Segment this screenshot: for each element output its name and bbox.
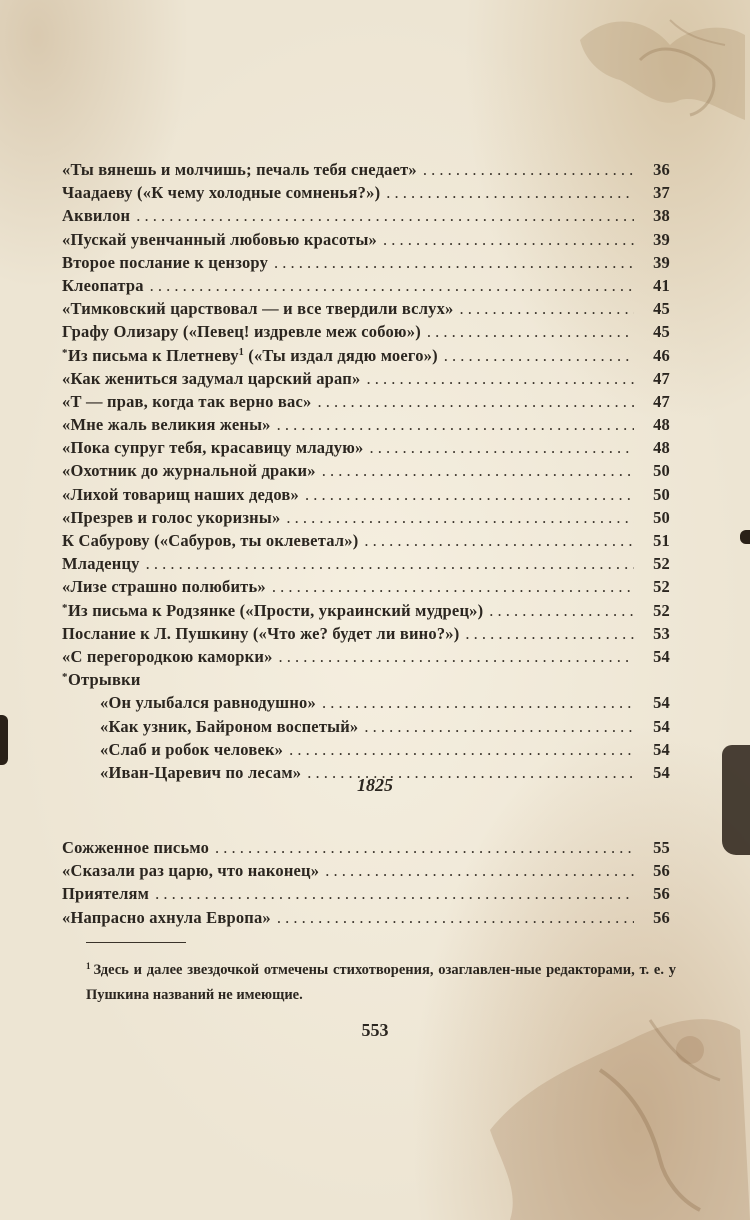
- dot-leader: [325, 861, 634, 881]
- angel-illustration-top: [520, 0, 750, 150]
- toc-entry-title: [68, 601, 483, 621]
- toc-entry: [62, 461, 670, 484]
- page-edge-mark-left: [0, 715, 8, 765]
- toc-entry: [62, 485, 670, 508]
- toc-entry-title: [62, 884, 149, 904]
- toc-entry-title-text: Приятелям: [62, 884, 150, 904]
- toc-entry: [62, 230, 670, 253]
- toc-entry-page: 56: [653, 884, 670, 904]
- asterisk-marker: *: [62, 601, 68, 614]
- page-edge-mark-right: [722, 745, 750, 855]
- toc-entry-title: [62, 230, 377, 250]
- toc-entry-title: [62, 531, 358, 551]
- toc-entry-title: [62, 392, 311, 412]
- toc-entry-title: [100, 717, 358, 737]
- toc-entry: [62, 531, 670, 554]
- footnote: [86, 958, 676, 1007]
- toc-entry-page: 56: [653, 907, 670, 927]
- toc-entry-title-rest: («Ты издал дядю моего»): [243, 345, 438, 365]
- dot-leader: [289, 740, 634, 760]
- toc-entry-title-text: «Тимковский царствовал — и все твердили вслух»: [62, 299, 454, 319]
- toc-entry-page: 41: [653, 275, 670, 295]
- toc-entry: [62, 346, 670, 369]
- toc-entry-title: [62, 322, 421, 342]
- footnote-text: Здесь и далее звездочкой отмечены стихотворения, озаглавлен-ные редакторами, т. е. у Пушкина названий не имеющие.: [86, 962, 676, 1003]
- toc-entry: [62, 554, 670, 577]
- dot-leader: [274, 253, 634, 273]
- toc-entry-page: 38: [653, 206, 670, 226]
- dot-leader: [427, 322, 634, 342]
- dot-leader: [277, 908, 634, 928]
- toc-entry-page: 50: [653, 461, 670, 481]
- toc-entry-page: 54: [653, 646, 670, 666]
- dot-leader: [383, 230, 634, 250]
- footnote-marker: 1: [86, 961, 91, 971]
- toc-entry: [62, 206, 670, 229]
- dot-leader: [272, 577, 634, 597]
- toc-entry-title: [68, 346, 438, 366]
- toc-entry: [62, 253, 670, 276]
- toc-entry-title: [62, 415, 271, 435]
- toc-entry: [62, 601, 670, 624]
- toc-entry: [62, 884, 670, 907]
- toc-entry-page: 51: [653, 531, 670, 550]
- toc-entry-page: 53: [653, 623, 670, 643]
- page-edge-mark-right-small: [740, 530, 750, 544]
- toc-entry: [62, 415, 670, 438]
- toc-entry: [62, 693, 670, 716]
- toc-entry: [62, 322, 670, 345]
- toc-entry-page: 48: [653, 415, 670, 435]
- table-of-contents: [62, 160, 670, 786]
- toc-entry-title-text: Послание к Л. Пушкину («Что же? будет ли вино?»): [62, 623, 460, 643]
- angel-illustration-bottom: [450, 980, 750, 1220]
- toc-entry-page: 36: [653, 160, 670, 179]
- toc-entry-title-text: Из письма к Родзянке («Прости, украинский мудрец»): [68, 600, 484, 620]
- toc-entry-title: [62, 160, 417, 180]
- toc-entry-title: [62, 838, 209, 858]
- dot-leader: [370, 438, 634, 458]
- dot-leader: [423, 160, 634, 180]
- toc-entry-page: 50: [653, 507, 670, 527]
- toc-entry-title: [62, 508, 280, 528]
- toc-entry-page: 52: [653, 554, 670, 574]
- toc-entry-title-text: «Пускай увенчанный любовью красоты»: [62, 229, 377, 249]
- toc-entry-title: [62, 299, 454, 319]
- dot-leader: [215, 838, 634, 858]
- toc-entry-page: 47: [653, 368, 670, 388]
- toc-entry-title-text: «Ты вянешь и молчишь; печаль тебя снедает»: [62, 160, 417, 179]
- toc-entry-page: 54: [653, 716, 670, 736]
- toc-entry-title-text: Младенцу: [62, 554, 140, 574]
- toc-entry: [62, 276, 670, 299]
- toc-entry: [62, 438, 670, 461]
- toc-entry-title: [62, 276, 144, 296]
- toc-entry-title-text: «Лихой товарищ наших дедов»: [62, 484, 299, 504]
- toc-entry-title-text: К Сабурову («Сабуров, ты оклеветал»): [62, 531, 359, 550]
- toc-entry: [62, 647, 670, 670]
- toc-entry-title-text: «С перегородкою каморки»: [62, 646, 273, 666]
- toc-entry-title-text: «Как жениться задумал царский арап»: [62, 368, 361, 388]
- toc-entry-page: 52: [653, 600, 670, 620]
- toc-entry: [62, 740, 670, 763]
- toc-entry-title-text: Из письма к Плетневу: [68, 345, 239, 365]
- toc-entry: [62, 160, 670, 183]
- dot-leader: [279, 647, 634, 667]
- toc-entry-title-text: Аквилон: [62, 206, 131, 226]
- dot-leader: [136, 206, 634, 226]
- asterisk-marker: *: [62, 346, 68, 359]
- toc-entry-title-text: «Как узник, Байроном воспетый»: [100, 716, 359, 736]
- toc-entry-title-text: Второе послание к цензору: [62, 252, 269, 272]
- toc-entry-title-text: «Слаб и робок человек»: [100, 739, 284, 759]
- toc-entry: [62, 369, 670, 392]
- toc-entry-title-text: Графу Олизару («Певец! издревле меж собою»): [62, 322, 421, 342]
- toc-entry-page: 47: [653, 391, 670, 411]
- toc-entry: [62, 861, 670, 884]
- footnote-divider: [86, 942, 186, 943]
- toc-entry: [62, 717, 670, 740]
- toc-entry-title: [62, 647, 273, 667]
- dot-leader: [465, 624, 634, 644]
- dot-leader: [155, 884, 634, 904]
- toc-entry: [62, 838, 670, 861]
- toc-entry-title: [100, 693, 316, 713]
- dot-leader: [277, 415, 634, 435]
- toc-entry-title: [62, 624, 459, 644]
- toc-entry-title-text: «Мне жаль великия жены»: [62, 415, 271, 435]
- toc-entry-title-text: «Иван-Царевич по лесам»: [100, 762, 302, 782]
- toc-entry-title: [62, 461, 316, 481]
- toc-entry: [62, 508, 670, 531]
- toc-entry: [62, 670, 670, 693]
- toc-entry: [62, 624, 670, 647]
- toc-entry-title-text: «Т — прав, когда так верно вас»: [62, 391, 312, 411]
- toc-entry-title: [62, 183, 380, 203]
- toc-entry-title-text: «Презрев и голос укоризны»: [62, 507, 281, 527]
- toc-entry-title: [62, 577, 266, 597]
- dot-leader: [444, 346, 634, 366]
- dot-leader: [150, 276, 634, 296]
- dot-leader: [317, 392, 634, 412]
- toc-entry-title: [62, 253, 268, 273]
- toc-entry-page: 52: [653, 577, 670, 597]
- toc-entry: [62, 577, 670, 600]
- dot-leader: [364, 531, 634, 551]
- toc-entry-page: 55: [653, 838, 670, 857]
- toc-entry-title: [62, 554, 140, 574]
- toc-entry-title-text: «Напрасно ахнула Европа»: [62, 907, 271, 927]
- toc-entry-title-text: «Пока супруг тебя, красавицу младую»: [62, 438, 364, 458]
- toc-entry: [62, 392, 670, 415]
- dot-leader: [366, 369, 634, 389]
- toc-entry-title: [62, 369, 360, 389]
- toc-entry-title: [62, 438, 364, 458]
- toc-entry-title: [62, 485, 299, 505]
- toc-entry-page: 50: [653, 484, 670, 504]
- toc-entry: [62, 299, 670, 322]
- dot-leader: [322, 693, 634, 713]
- toc-entry-page: 56: [653, 861, 670, 881]
- toc-entry-title-text: Клеопатра: [62, 275, 144, 295]
- page-number: 553: [361, 1020, 389, 1040]
- footnote-reference: 1: [238, 346, 244, 358]
- dot-leader: [305, 485, 634, 505]
- toc-entry-title-text: Отрывки: [68, 670, 141, 690]
- toc-entry-title-text: «Сказали раз царю, что наконец»: [62, 861, 320, 881]
- toc-entry-page: 46: [653, 345, 670, 365]
- toc-entry-title: [62, 908, 271, 928]
- toc-entry-title: [62, 206, 130, 226]
- table-of-contents-1825: [62, 838, 670, 931]
- toc-entry-title-text: Чаадаеву («К чему холодные сомненья?»): [62, 183, 381, 203]
- toc-entry-title: [62, 861, 319, 881]
- asterisk-marker: *: [62, 671, 68, 684]
- dot-leader: [146, 554, 634, 574]
- section-year-heading: 1825: [357, 775, 393, 795]
- toc-entry-page: 37: [653, 183, 670, 203]
- dot-leader: [364, 717, 634, 737]
- toc-entry-page: 39: [653, 252, 670, 272]
- dot-leader: [286, 508, 634, 528]
- toc-entry-page: 45: [653, 322, 670, 342]
- toc-entry-page: 45: [653, 299, 670, 319]
- toc-entry-title-text: Сожженное письмо: [62, 838, 210, 857]
- toc-entry-page: 54: [653, 762, 670, 782]
- toc-entry-title: [68, 670, 141, 690]
- toc-entry: [62, 183, 670, 206]
- toc-entry-page: 54: [653, 739, 670, 759]
- toc-entry-title-text: «Охотник до журнальной драки»: [62, 461, 316, 481]
- toc-entry-page: 39: [653, 229, 670, 249]
- toc-entry: [62, 908, 670, 931]
- dot-leader: [322, 461, 634, 481]
- toc-entry-page: 48: [653, 438, 670, 458]
- dot-leader: [386, 183, 634, 203]
- toc-entry-page: 54: [653, 693, 670, 713]
- toc-entry-title: [100, 740, 283, 760]
- dot-leader: [460, 299, 634, 319]
- toc-entry-title-text: «Лизе страшно полюбить»: [62, 577, 266, 597]
- toc-entry-title-text: «Он улыбался равнодушно»: [100, 693, 316, 713]
- dot-leader: [489, 601, 634, 621]
